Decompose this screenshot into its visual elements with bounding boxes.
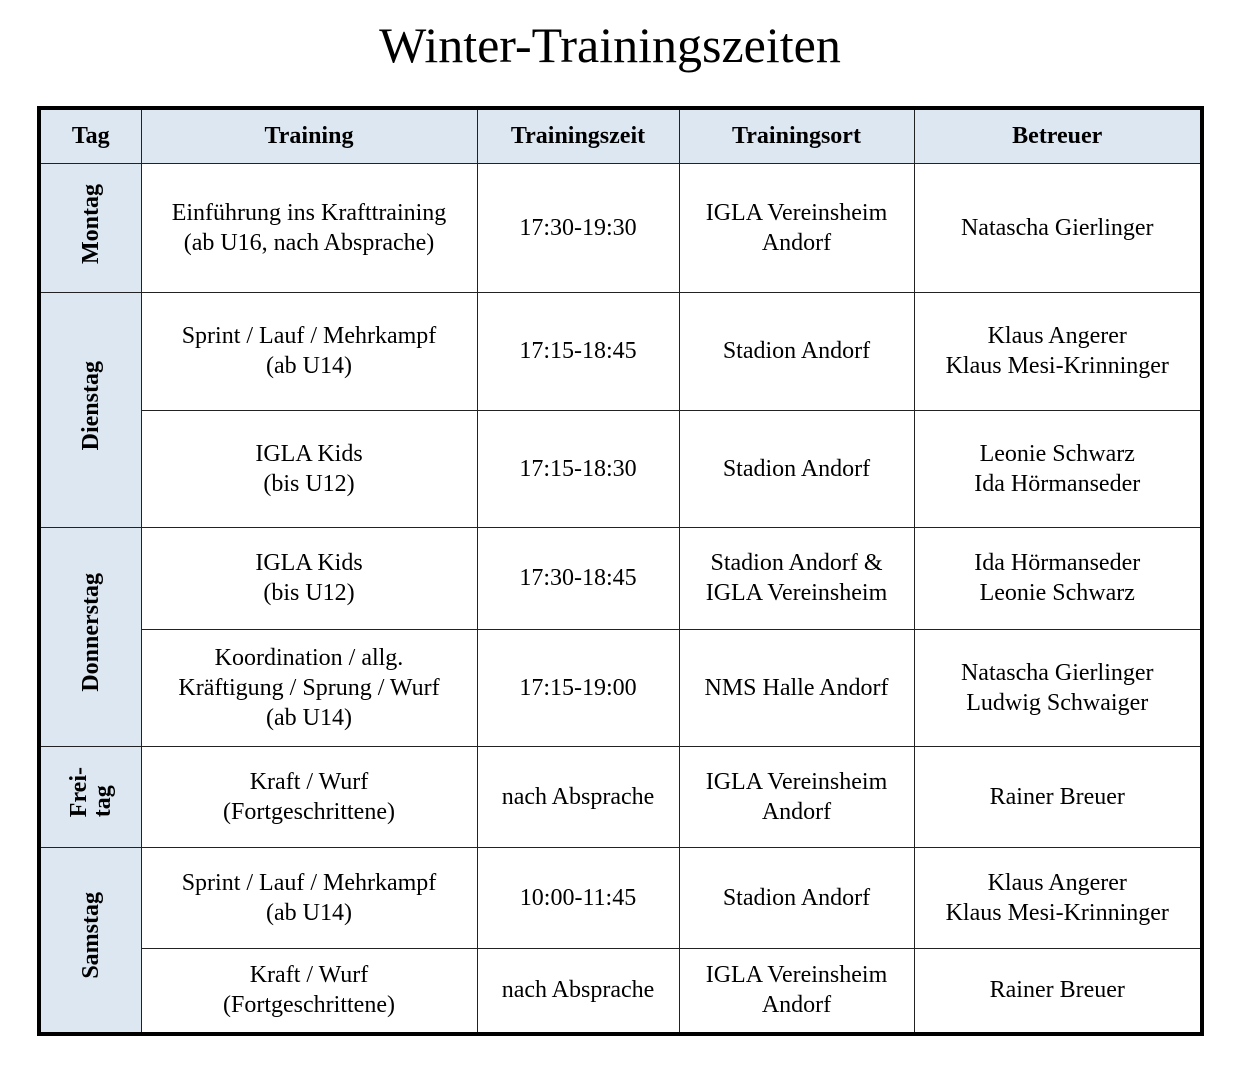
day-label-samstag: Samstag <box>77 892 104 980</box>
training-cell <box>141 847 477 948</box>
day-cell-dienstag <box>39 292 141 527</box>
training-cell <box>141 292 477 410</box>
training-line: IGLA Kids <box>255 550 363 576</box>
table-row <box>39 163 1202 292</box>
day-cell-samstag <box>39 847 141 1034</box>
training-cell <box>141 410 477 527</box>
header-tag: Tag <box>39 108 141 163</box>
zeit-line: 17:15-18:30 <box>519 455 637 482</box>
betreuer-line: Rainer Breuer <box>989 977 1125 1004</box>
coach-cell <box>914 292 1202 410</box>
training-cell <box>141 948 477 1034</box>
zeit-line: 10:00-11:45 <box>519 884 637 911</box>
time-cell <box>477 410 679 527</box>
time-cell <box>477 527 679 629</box>
header-row <box>39 108 1202 163</box>
ort-line: IGLA Vereinsheim <box>705 962 888 989</box>
ort-line: IGLA Vereinsheim <box>705 199 888 226</box>
training-line: (ab U16, nach Absprache) <box>183 229 435 256</box>
day-cell-freitag <box>39 746 141 847</box>
zeit-line: 17:15-18:45 <box>519 338 637 364</box>
table-row <box>39 948 1202 1034</box>
time-cell <box>477 948 679 1034</box>
betreuer-line: Natascha Gierlinger <box>960 659 1154 686</box>
ort-line: Stadion Andorf <box>722 338 871 364</box>
ort-line: IGLA Vereinsheim <box>705 768 888 795</box>
ort-line: NMS Halle Andorf <box>704 674 889 701</box>
betreuer-line: Ida Hörmanseder <box>974 550 1141 576</box>
header-trainingsort: Trainingsort <box>679 108 914 163</box>
training-line: (ab U14) <box>266 899 352 926</box>
table-row <box>39 527 1202 629</box>
day-cell-montag <box>39 163 141 292</box>
header-trainingszeit: Trainingszeit <box>477 108 679 163</box>
coach-cell <box>914 629 1202 746</box>
betreuer-line: Ida Hörmanseder <box>974 470 1141 497</box>
table-row <box>39 629 1202 746</box>
time-cell <box>477 746 679 847</box>
training-cell <box>141 527 477 629</box>
location-cell <box>679 527 914 629</box>
ort-line: Andorf <box>761 992 832 1019</box>
ort-line: Andorf <box>761 229 832 256</box>
betreuer-line: Leonie Schwarz <box>979 440 1135 467</box>
coach-cell <box>914 527 1202 629</box>
betreuer-line: Klaus Angerer <box>987 323 1127 349</box>
ort-line: Stadion Andorf <box>722 884 871 911</box>
time-cell <box>477 292 679 410</box>
training-line: Sprint / Lauf / Mehrkampf <box>181 323 437 349</box>
training-line: Sprint / Lauf / Mehrkampf <box>181 869 437 896</box>
day-label-donnerstag: Donnerstag <box>77 573 104 692</box>
zeit-line: nach Absprache <box>501 977 655 1004</box>
location-cell <box>679 948 914 1034</box>
time-cell <box>477 629 679 746</box>
day-label-montag: Montag <box>77 183 104 264</box>
day-label-freitag: Frei- tag <box>65 767 116 818</box>
betreuer-line: Leonie Schwarz <box>979 580 1135 606</box>
ort-line: IGLA Vereinsheim <box>705 580 888 606</box>
coach-cell <box>914 163 1202 292</box>
ort-line: Stadion Andorf & <box>710 550 883 576</box>
training-line: Einführung ins Krafttraining <box>171 199 447 226</box>
training-cell <box>141 629 477 746</box>
coach-cell <box>914 847 1202 948</box>
time-cell <box>477 163 679 292</box>
location-cell <box>679 292 914 410</box>
zeit-line: 17:30-19:30 <box>519 214 637 241</box>
header-training: Training <box>141 108 477 163</box>
coach-cell <box>914 410 1202 527</box>
betreuer-line: Ludwig Schwaiger <box>966 689 1149 716</box>
header-betreuer: Betreuer <box>914 108 1202 163</box>
training-line: (Fortgeschrittene) <box>223 798 395 825</box>
training-line: (bis U12) <box>263 470 355 497</box>
betreuer-line: Klaus Angerer <box>987 869 1127 896</box>
location-cell <box>679 629 914 746</box>
training-line: Kräftigung / Sprung / Wurf <box>178 674 440 701</box>
table-row <box>39 410 1202 527</box>
training-line: Kraft / Wurf <box>249 768 369 795</box>
ort-line: Stadion Andorf <box>722 455 871 482</box>
table-row <box>39 847 1202 948</box>
day-cell-donnerstag <box>39 527 141 746</box>
training-line: IGLA Kids <box>255 440 363 467</box>
training-line: Kraft / Wurf <box>249 962 369 989</box>
table-row <box>39 292 1202 410</box>
ort-line: Andorf <box>761 798 832 825</box>
location-cell <box>679 746 914 847</box>
table-row <box>39 746 1202 847</box>
training-line: Koordination / allg. <box>214 644 404 671</box>
training-cell <box>141 163 477 292</box>
coach-cell <box>914 746 1202 847</box>
zeit-line: nach Absprache <box>501 783 655 810</box>
coach-cell <box>914 948 1202 1034</box>
location-cell <box>679 410 914 527</box>
training-line: (Fortgeschrittene) <box>223 992 395 1019</box>
location-cell <box>679 163 914 292</box>
betreuer-line: Rainer Breuer <box>989 783 1125 810</box>
zeit-line: 17:15-19:00 <box>519 674 637 701</box>
time-cell <box>477 847 679 948</box>
zeit-line: 17:30-18:45 <box>519 565 637 591</box>
training-schedule-table <box>37 106 1204 1036</box>
training-line: (ab U14) <box>266 353 352 379</box>
location-cell <box>679 847 914 948</box>
training-cell <box>141 746 477 847</box>
betreuer-line: Natascha Gierlinger <box>960 214 1154 241</box>
betreuer-line: Klaus Mesi-Krinninger <box>945 899 1169 926</box>
training-line: (bis U12) <box>263 580 355 606</box>
day-label-dienstag: Dienstag <box>77 360 104 451</box>
page-title: Winter-Trainingszeiten <box>379 17 841 73</box>
training-line: (ab U14) <box>266 704 352 731</box>
betreuer-line: Klaus Mesi-Krinninger <box>945 353 1169 379</box>
